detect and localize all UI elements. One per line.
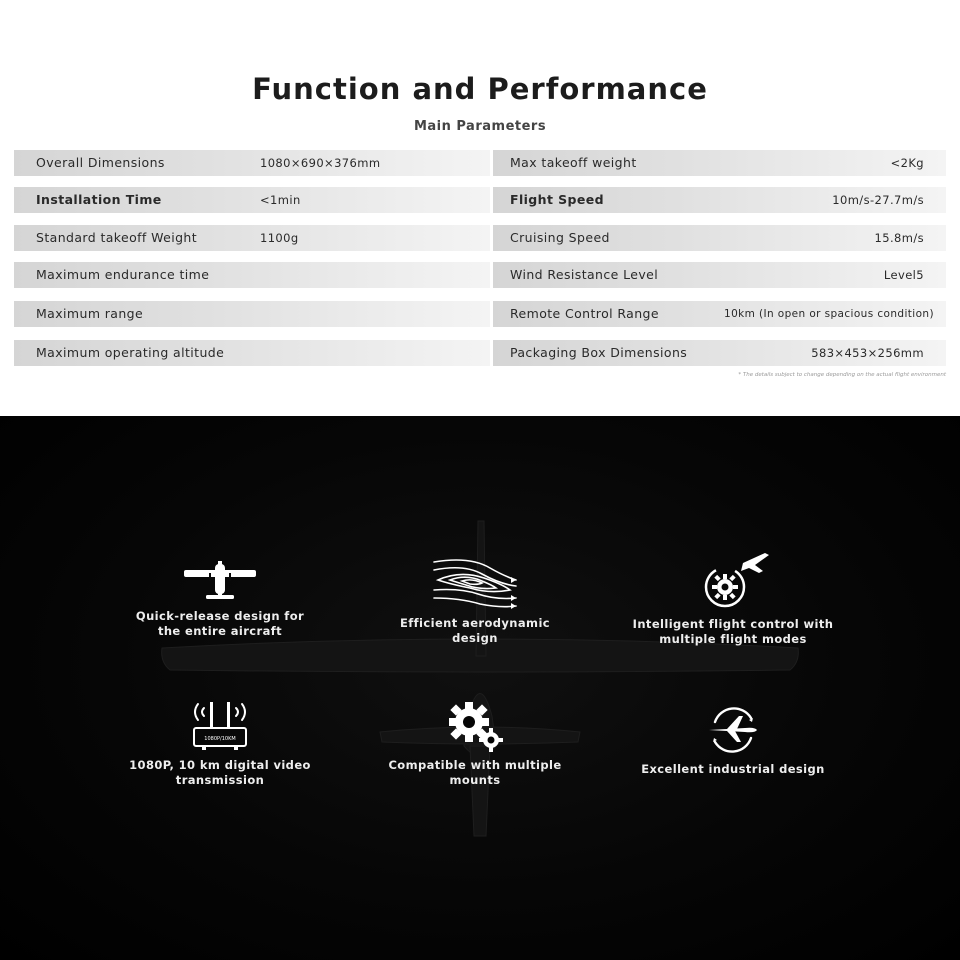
caption-line: Excellent industrial design	[641, 762, 825, 776]
param-label: Max takeoff weight	[510, 155, 637, 170]
feature-video-transmission	[95, 694, 345, 788]
param-label: Remote Control Range	[510, 306, 659, 321]
param-value: Level5	[883, 268, 924, 282]
router-icon	[188, 694, 252, 754]
param-value: 1080×690×376mm	[260, 156, 381, 170]
caption-line: design	[452, 631, 498, 645]
feature-quick-release	[95, 561, 345, 639]
param-label: Maximum operating altitude	[36, 345, 225, 360]
parameters-section	[0, 0, 960, 416]
param-label: Packaging Box Dimensions	[510, 345, 688, 360]
param-row	[0, 187, 960, 213]
feature-caption	[608, 762, 858, 777]
caption-line: mounts	[449, 773, 501, 787]
param-value: 1100g	[260, 231, 299, 245]
param-row	[0, 262, 960, 288]
caption-line: Intelligent flight control with	[632, 617, 834, 631]
footnote: * The details subject to change depending on the actual flight environment	[738, 372, 946, 378]
feature-aerodynamic	[350, 554, 600, 646]
param-label: Maximum endurance time	[36, 267, 210, 282]
airplane-icon	[182, 561, 258, 605]
param-label: Wind Resistance Level	[510, 267, 659, 282]
airflow-icon	[430, 554, 520, 612]
param-label: Maximum range	[36, 306, 144, 321]
flight-control-icon	[693, 549, 773, 613]
param-label: Overall Dimensions	[36, 155, 165, 170]
feature-caption	[95, 758, 345, 788]
feature-mounts	[350, 698, 600, 788]
param-label: Flight Speed	[510, 192, 604, 207]
param-value: 15.8m/s	[874, 231, 924, 245]
feature-industrial-design	[608, 702, 858, 777]
feature-caption	[350, 616, 600, 646]
param-label: Cruising Speed	[510, 230, 610, 245]
aircraft-silhouette-icon	[0, 416, 960, 960]
router-label: 1080P/10KM	[204, 736, 236, 742]
param-row	[0, 150, 960, 176]
gears-icon	[443, 698, 507, 754]
features-section	[0, 416, 960, 960]
param-value: 10km (In open or spacious condition)	[723, 308, 934, 320]
feature-caption	[608, 617, 858, 647]
feature-flight-control	[608, 549, 858, 647]
caption-line: Efficient aerodynamic	[400, 616, 550, 630]
param-value: 583×453×256mm	[811, 346, 924, 360]
caption-line: multiple flight modes	[659, 632, 807, 646]
param-row	[0, 340, 960, 366]
param-label: Installation Time	[36, 192, 162, 207]
param-value: 10m/s-27.7m/s	[832, 193, 924, 207]
plane-circle-icon	[705, 702, 761, 758]
page-title: Function and Performance	[252, 72, 708, 106]
param-value: <1min	[260, 193, 301, 207]
param-row	[0, 225, 960, 251]
param-value: <2Kg	[890, 156, 924, 170]
page-subtitle: Main Parameters	[413, 119, 547, 134]
caption-line: 1080P, 10 km digital video	[129, 758, 311, 772]
caption-line: Quick-release design for	[135, 609, 305, 623]
feature-caption	[350, 758, 600, 788]
param-row	[0, 301, 960, 327]
param-label: Standard takeoff Weight	[36, 230, 198, 245]
caption-line: transmission	[175, 773, 265, 787]
caption-line: Compatible with multiple	[388, 758, 562, 772]
caption-line: the entire aircraft	[157, 624, 283, 638]
feature-caption	[95, 609, 345, 639]
